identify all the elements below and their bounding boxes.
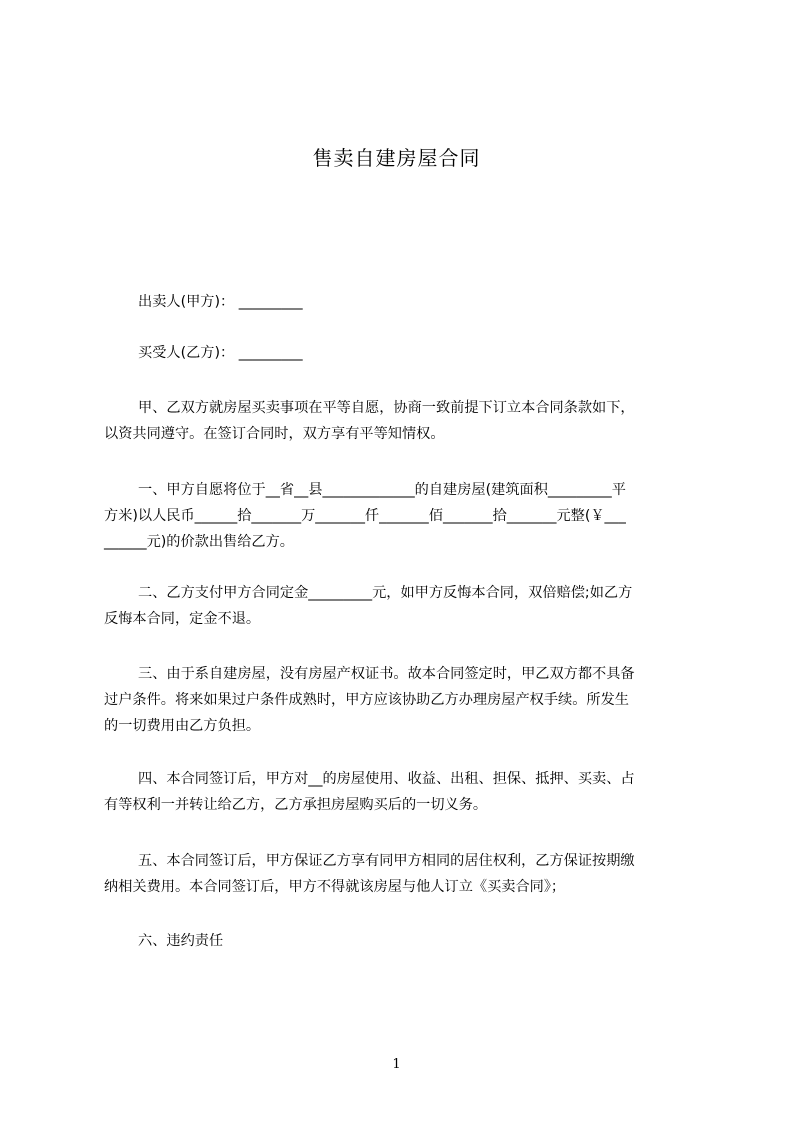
clause-4-paragraph: 四、本合同签订后，甲方对__的房屋使用、收益、出租、担保、抵押、买卖、占 有等权利一并转让给乙方，乙方承担房屋购买后的一切义务。 xyxy=(104,771,635,813)
clause-6-heading: 六、违约责任 xyxy=(138,933,224,949)
preamble-paragraph: 甲、乙双方就房屋买卖事项在平等自愿，协商一致前提下订立本合同条款如下， 以资共同遵守。在签订合同时，双方享有平等知情权。 xyxy=(104,400,635,442)
contract-title: 售卖自建房屋合同 xyxy=(312,146,481,170)
clause-5-paragraph: 五、本合同签订后，甲方保证乙方享有同甲方相同的居住权利，乙方保证按期缴 纳相关费用。本合同签订后，甲方不得就该房屋与他人订立《买卖合同》； xyxy=(104,853,635,895)
clause-3-paragraph: 三、由于系自建房屋，没有房屋产权证书。故本合同签定时，甲乙双方都不具备 过户条件。将来如果过户条件成熟时，甲方应该协助乙方办理房屋产权手续。所发生 的一切费用由乙方负担。 xyxy=(104,666,635,734)
page-number: 1 xyxy=(392,1057,401,1072)
clause-2-paragraph: 二、乙方支付甲方合同定金_________元，如甲方反悔本合同，双倍赔偿;如乙方 反悔本合同，定金不退。 xyxy=(104,585,633,627)
buyer-line: 买受人(乙方)： _________ xyxy=(138,345,303,361)
seller-line: 出卖人(甲方)： _________ xyxy=(138,294,303,310)
clause-1-paragraph: 一、甲方自愿将位于__省__县_____________的自建房屋(建筑面积_________平 方米)以人民币______拾_______万_______仟_______佰_______拾_______元整(￥___ ______元)的价款出售给乙方。 xyxy=(104,482,626,550)
